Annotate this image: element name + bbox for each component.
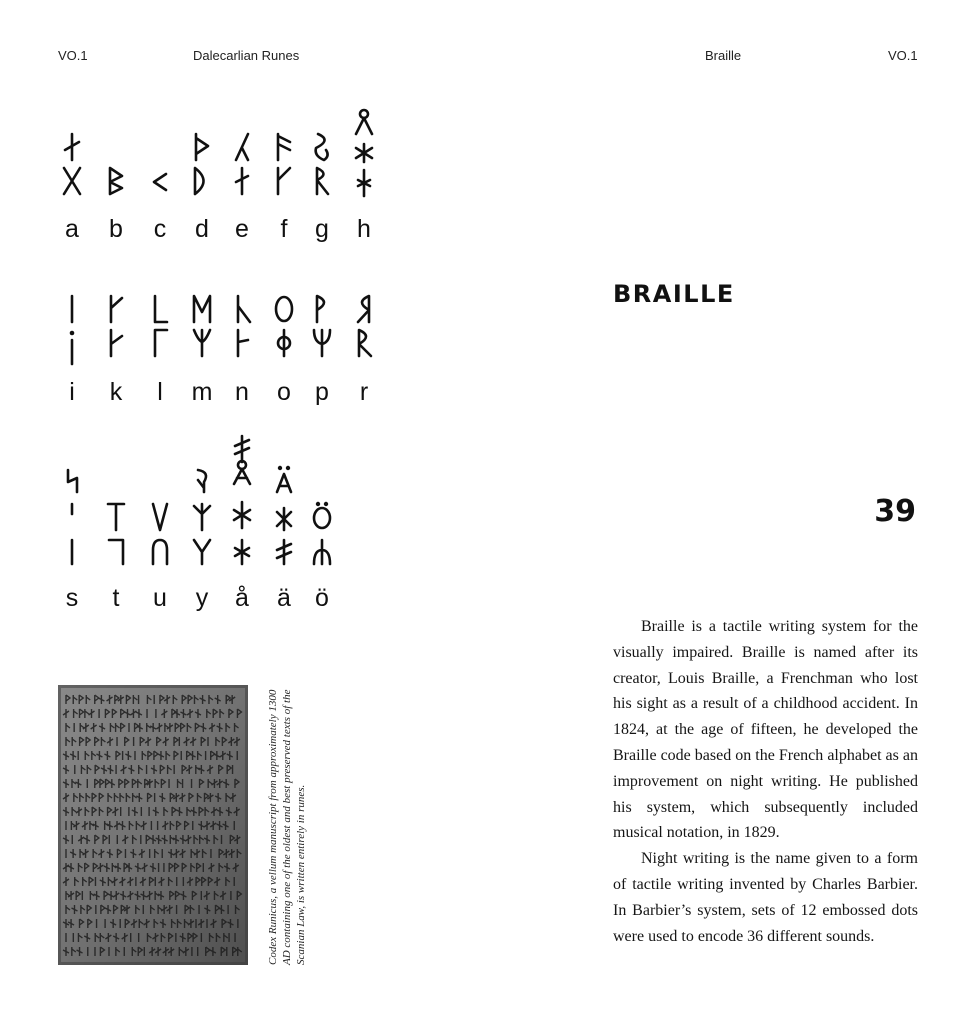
latin-letter: å bbox=[235, 584, 249, 612]
rune-glyphs-row-3 bbox=[68, 436, 330, 564]
codex-runicus-image bbox=[58, 685, 248, 965]
latin-letter: a bbox=[65, 215, 79, 243]
latin-letter: o bbox=[277, 378, 291, 406]
latin-letter: h bbox=[357, 215, 371, 243]
latin-letter: ö bbox=[315, 584, 329, 612]
figure-caption-wrapper bbox=[266, 685, 322, 965]
right-volume-label: VO.1 bbox=[888, 48, 918, 63]
chapter-heading: BRAILLE bbox=[613, 280, 735, 308]
rune-alphabet-chart bbox=[52, 100, 392, 620]
latin-letter: m bbox=[191, 378, 213, 406]
left-section-title: Dalecarlian Runes bbox=[193, 48, 300, 63]
latin-letter: g bbox=[315, 215, 329, 243]
body-paragraph-2: Night writing is the name given to a form of tactile writing invented by Charles Barbier. In Barbier’s system, sets of 12 embossed dots were used to encode 36 different sounds. bbox=[613, 850, 918, 945]
left-volume-label: VO.1 bbox=[58, 48, 88, 63]
latin-letters-row-2 bbox=[69, 378, 368, 406]
latin-letters-row-1 bbox=[65, 215, 371, 243]
figure-caption: Codex Runicus, a vellum manuscript from approximately 1300 AD containing one of the oldest and best preserved texts of the Scanian Law, is written entirely in runes. bbox=[267, 689, 307, 965]
latin-letter: e bbox=[235, 215, 249, 243]
right-section-title: Braille bbox=[705, 48, 742, 63]
latin-letter: d bbox=[195, 215, 209, 243]
page-number: 39 bbox=[874, 494, 916, 529]
latin-letter: b bbox=[109, 215, 123, 243]
latin-letter: n bbox=[235, 378, 249, 406]
rune-glyphs-row-2 bbox=[70, 296, 371, 364]
latin-letter: c bbox=[153, 215, 167, 243]
latin-letter: s bbox=[65, 584, 79, 612]
latin-letter: f bbox=[280, 215, 288, 243]
latin-letter: i bbox=[69, 378, 75, 406]
latin-letter: l bbox=[157, 378, 163, 406]
latin-letter: r bbox=[359, 378, 369, 406]
body-text bbox=[613, 614, 918, 949]
latin-letter: u bbox=[153, 584, 167, 612]
latin-letter: t bbox=[112, 584, 120, 612]
latin-letter: p bbox=[315, 378, 329, 406]
latin-letter: k bbox=[109, 378, 123, 406]
rune-glyphs-row-1 bbox=[64, 110, 372, 196]
latin-letter: y bbox=[195, 584, 209, 612]
latin-letters-row-3 bbox=[66, 584, 329, 612]
latin-letter: ä bbox=[277, 584, 291, 612]
body-paragraph-1: Braille is a tactile writing system for the visually impaired. Braille is named after its creator, Louis Braille, a Frenchman who lost his sight as a result of a childhood accident. In 1824, at the age of fifteen, he developed the Braille code based on the French alphabet as an improvement on night writing. He published his system, which subsequently included musical notation, in 1829. bbox=[613, 618, 918, 842]
